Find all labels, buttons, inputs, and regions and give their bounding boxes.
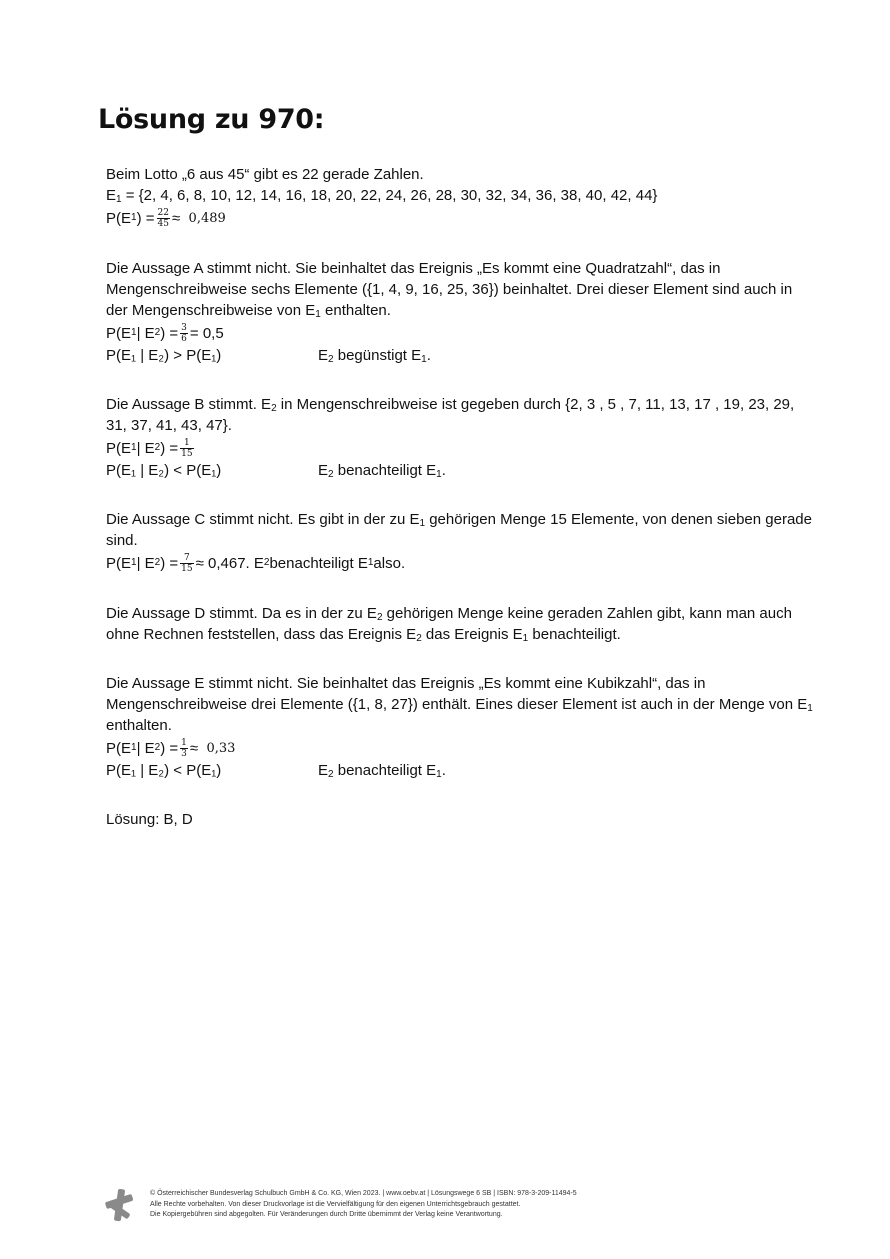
statement-c-probability: P(E 1 | E 2 ) = $\frac{7}{15}$ ≈ 0,467. E 2 benachteiligt E 1 also. [106,552,406,574]
fraction: $\frac{1}{15}$ [181,437,193,459]
fraction: $\frac{3}{6}$ [181,322,187,344]
page-title: Lösung zu 970: [98,104,325,135]
intro-set-e1: $E_1 = \{2$, 4, 6, 8, 10, 12, 14, 16, 18, 20, 22, 24, 26, 28, 30, 32, 34, 36, 38, 40, 42, 44} [106,187,658,205]
intro-probability: P(E 1 ) = $\frac{22}{45}$ ≈ 0,489 [106,207,226,229]
statement-c-text: Die Aussage C stimmt nicht. Es gibt in der zu $E_1$ gehörigen Menge 15 Elemente, von denen sieben gerade sind. [106,511,812,549]
statement-a-text: Die Aussage A stimmt nicht. Sie beinhaltet das Ereignis „Es kommt eine Quadratzahl“, das in Mengenschreibweise sechs Elemente ({1, 4, 9, 16, 25, 36}) beinhaltet. Drei dieser Element sind auch in der Mengenschreibweise von $E_1$ enthalten. [106,260,793,320]
statement-e-probability: P(E 1 | E 2 ) = $\frac{1}{3}$ ≈ 0,33 [106,737,236,759]
statement-b-text: Die Aussage B stimmt. $E_2$ in Mengenschreibweise ist gegeben durch {2, 3 , 5 , 7, 11, 13, 17 , 19, 23, 29, 31, 37, 41, 43, 47}. [106,396,795,434]
statement-a-probability: P(E 1 | E 2 ) = $\frac{3}{6}$ = 0,5 [106,322,224,344]
fraction: $\frac{7}{15}$ [181,552,193,574]
statement-d-text: Die Aussage D stimmt. Da es in der zu $E_2$ gehörigen Menge keine geraden Zahlen gibt, kann man auch ohne Rechnen feststellen, dass das Ereignis $E_2$ das Ereignis $E_1$ benachteiligt. [106,605,792,644]
footer-disclaimer: Die Kopiergebühren sind abgegolten. Für Veränderungen durch Dritte übernimmt der Verlag keine Verantwortung. [150,1211,503,1218]
footer-rights: Alle Rechte vorbehalten. Von dieser Druckvorlage ist die Vervielfältigung für den eigenen Unterrichtsgebrauch gestattet. [150,1200,521,1208]
fraction: $\frac{1}{3}$ [181,737,187,759]
statement-e-comparison: P(E₁ | E₂) < P(E₁) $E_2$ benachteiligt $E_1$. [106,762,446,780]
statement-b-probability: P(E 1 | E 2 ) = $\frac{1}{15}$ [106,437,193,459]
statement-e-text: Die Aussage E stimmt nicht. Sie beinhaltet das Ereignis „Es kommt eine Kubikzahl“, das in Mengenschreibweise drei Elemente ({1, 8, 27}) enthält. Eines dieser Element ist auch in der Menge von $E_1$ enthalten. [106,675,813,734]
statement-b-comparison: P(E₁ | E₂) < P(E₁) $E_2$ benachteiligt $E_1$. [106,462,446,480]
publisher-logo-icon [104,1188,134,1222]
solution-content [106,164,818,830]
intro-line-1: Beim Lotto „6 aus 45“ gibt es 22 gerade Zahlen. [106,166,424,183]
fraction: $\frac{22}{45}$ [157,207,169,229]
footer-copyright: © Österreichischer Bundesverlag Schulbuch GmbH & Co. KG, Wien 2023. | www.oebv.at | Lösungswege 6 SB | ISBN: 978-3-209-11494-5 [150,1190,577,1197]
final-solution: Lösung: B, D [106,811,193,828]
statement-a-comparison: P(E₁ | E₂) > P(E₁) $E_2$ begünstigt $E_1$. [106,347,431,365]
page-footer [104,1188,804,1224]
